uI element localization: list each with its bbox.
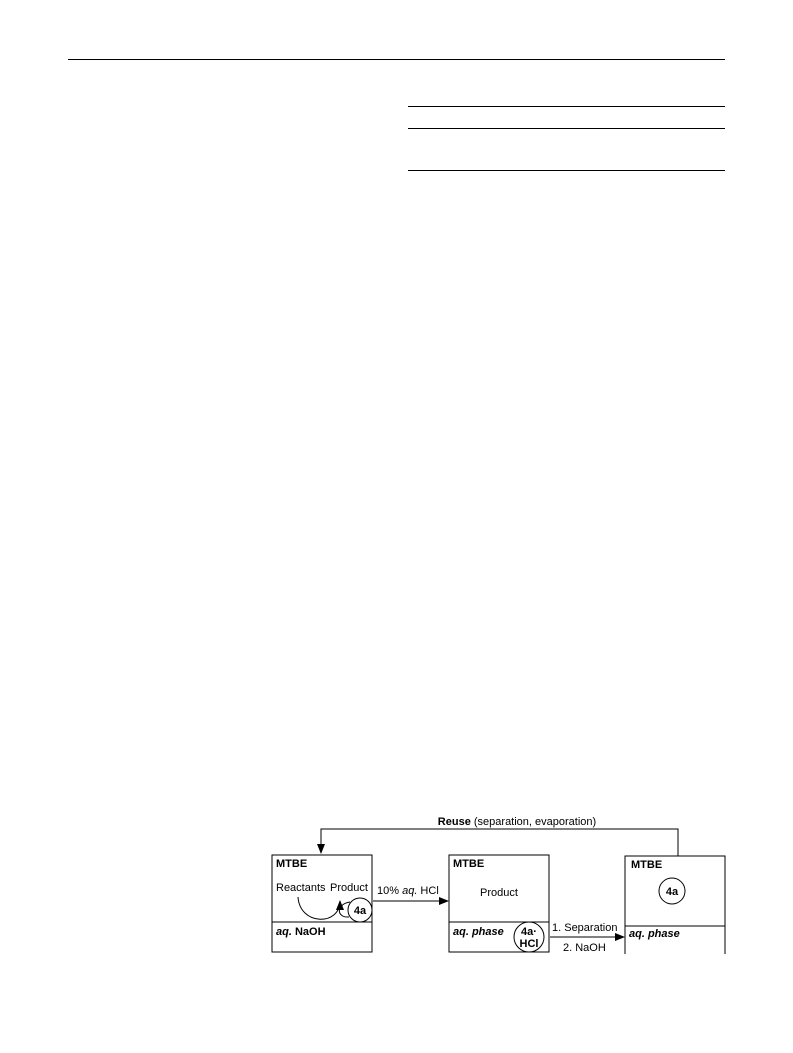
reuse-label: Reuse (separation, evaporation) (437, 816, 597, 828)
box2-salt-label-2: HCl (519, 938, 539, 950)
recovery-vessel (625, 856, 725, 954)
box1-reactants-label: Reactants (276, 882, 326, 894)
box2-salt-label-1: 4a· (521, 926, 537, 938)
box3-catalyst-label: 4a (665, 886, 679, 898)
box2-aqueous-label: aq. phase (453, 926, 504, 938)
box1-aqueous-label: aq. NaOH (276, 926, 326, 938)
step2-label-2: 2. NaOH (563, 942, 606, 954)
extraction-vessel (449, 855, 549, 952)
box2-organic-label: MTBE (453, 858, 485, 870)
reaction-vessel (272, 855, 372, 952)
box2-product-label: Product (480, 887, 518, 899)
box1-organic-label: MTBE (276, 858, 308, 870)
reuse-loop-arrow (321, 829, 678, 856)
step1-label: 10% aq. HCl (377, 885, 439, 897)
box3-organic-label: MTBE (631, 859, 663, 871)
reaction-arc-arrow (298, 897, 340, 919)
box1-catalyst-label: 4a (353, 905, 367, 917)
box3-aqueous-label: aq. phase (629, 928, 680, 940)
step2-label-1: 1. Separation (552, 922, 618, 934)
box1-product-label: Product (330, 882, 368, 894)
